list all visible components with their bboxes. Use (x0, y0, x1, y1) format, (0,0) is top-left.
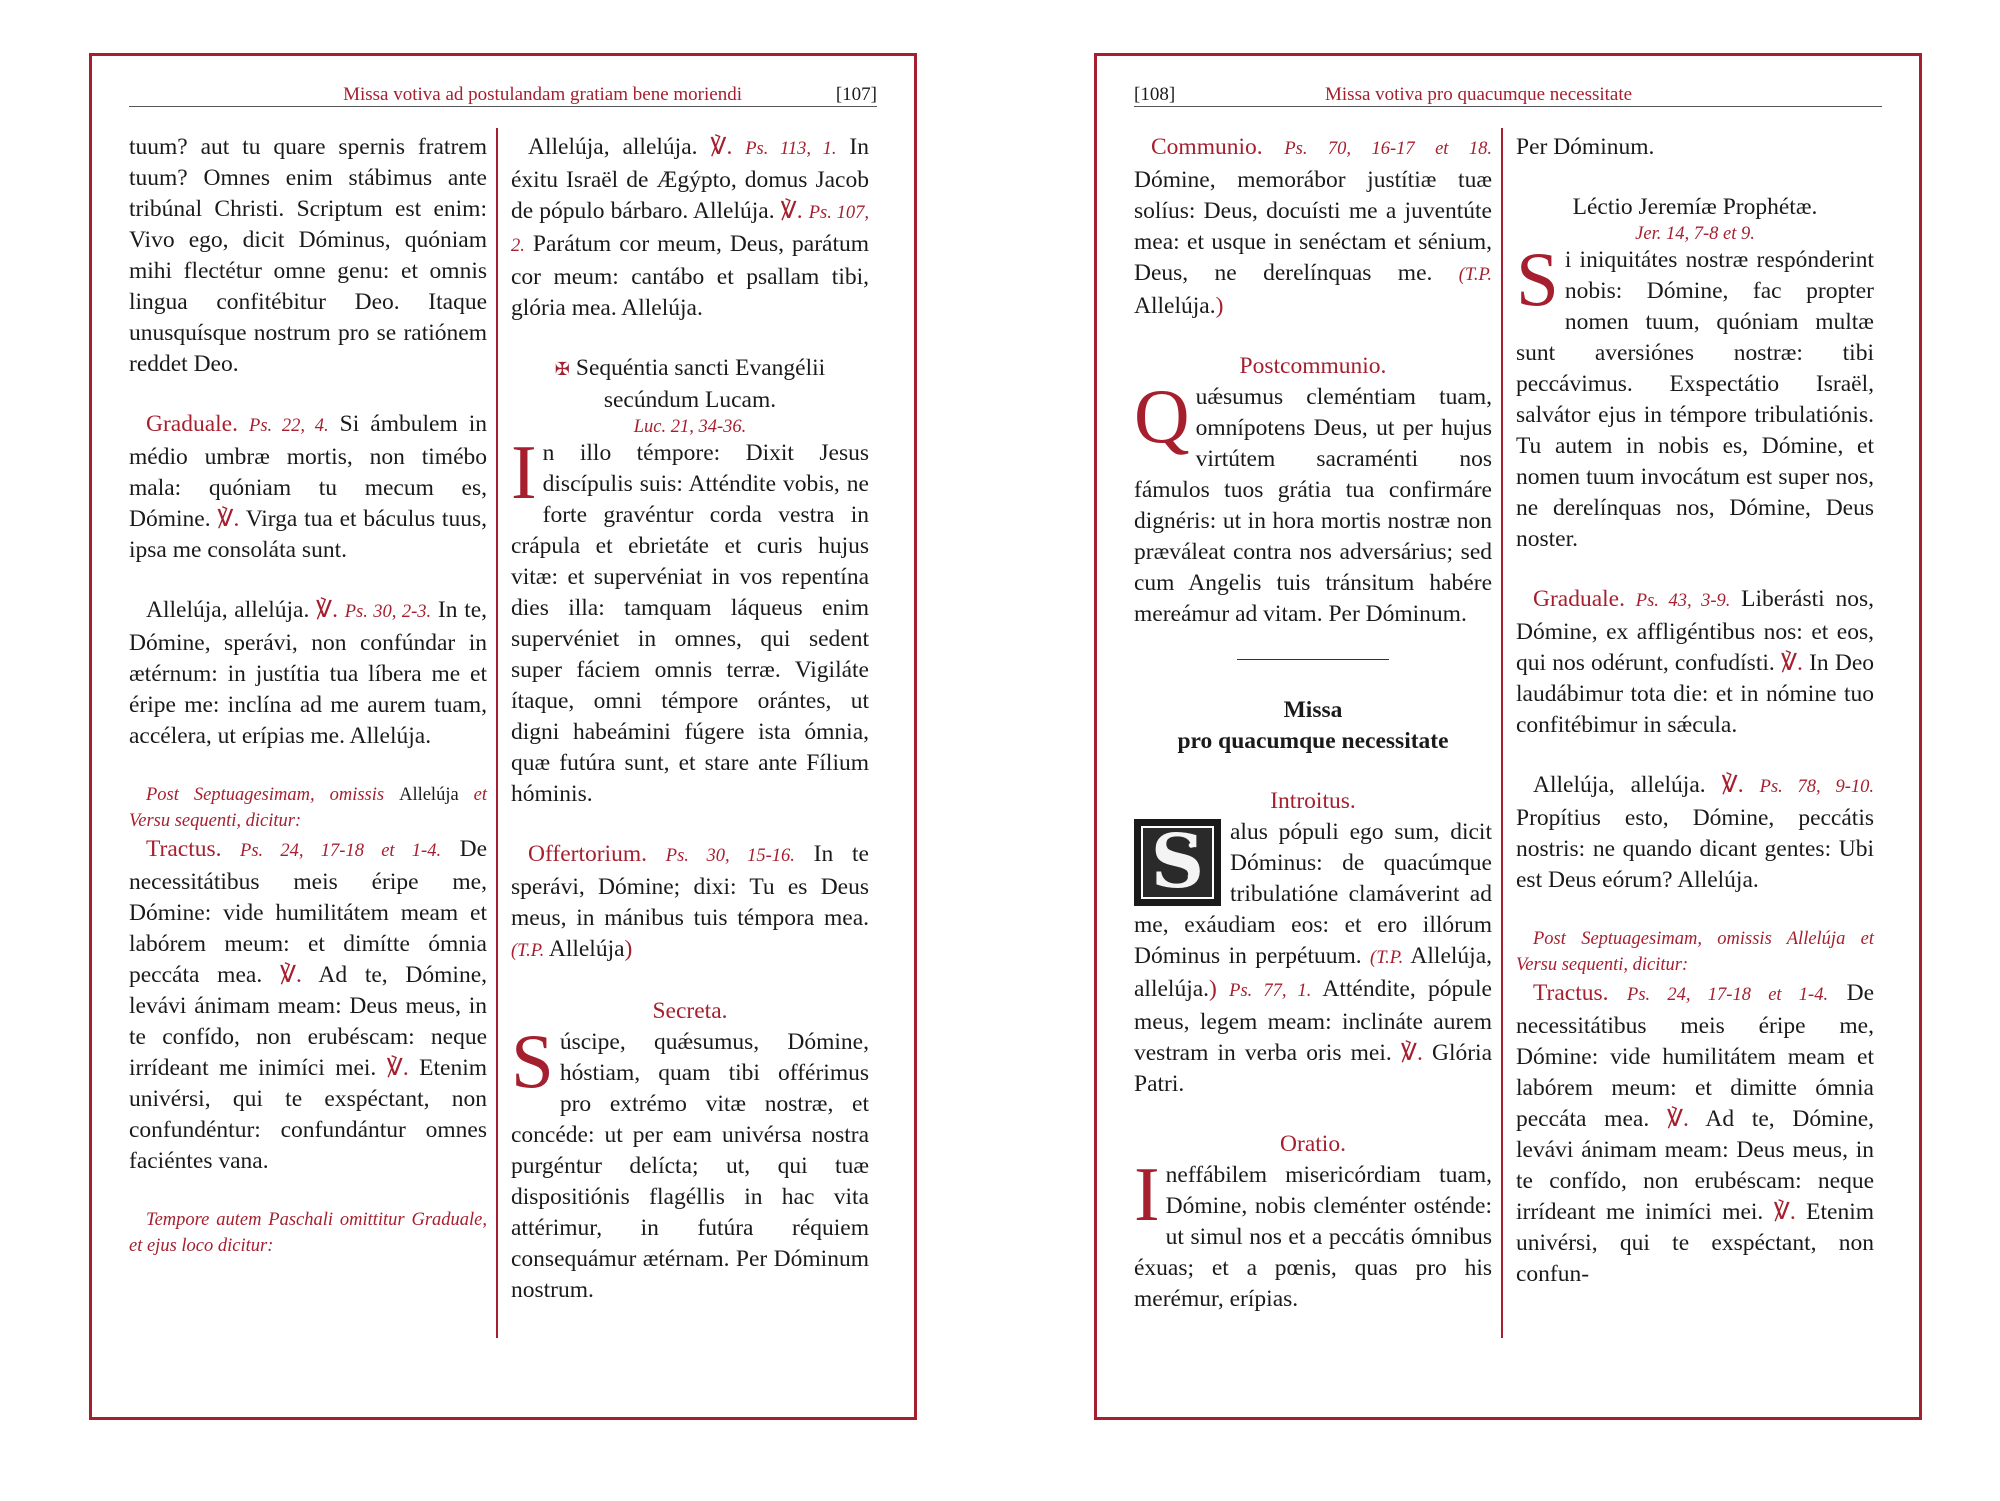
cross-icon: ✠ (554, 359, 570, 379)
introitus-reference: Ps. 77, 1. (1229, 981, 1312, 1001)
graduale-section: Graduale. Ps. 43, 3-9. Liberásti nos, Dómine, ex affligéntibus nos: et eos, qui nos odérunt, confudísti. ℣. In Deo laudábimur tota die: et in nómine tuo confitébimur in sǽcula. (1516, 586, 1875, 738)
left-page (89, 53, 917, 1420)
left-page-title: Missa votiva ad postulandam gratiam bene moriendi (343, 84, 742, 105)
gospel-section (511, 353, 869, 810)
alleluia-reference-2: Ps. 107, 2. (511, 203, 870, 256)
left-page-header (129, 70, 877, 107)
versicle-icon: ℣. (1400, 1040, 1423, 1066)
versicle-icon: ℣. (316, 597, 338, 623)
postcommunio-section: Postcommunio. Q uǽsumus cleméntiam tuam, omnípotens Deus, ut per hujus virtútem sacraménti nos fámulos tuos grátia tua confirmáre dignéris: ut in hora mortis nostræ non præváleat contra nos adversárius; sed cum Angelis tuis tránsitum habére mereámur ad vitam. Per Dóminum. (1134, 353, 1492, 627)
alleluia-section (129, 595, 487, 752)
graduale-text: Si ámbulem in médio umbræ mortis, non timébo mala: quóniam tu mecum es, Dómine. (129, 411, 488, 532)
oratio-conclusion: Per Dóminum. (1516, 134, 1655, 160)
lectio-citation: Jer. 14, 7-8 et 9. (1635, 224, 1755, 244)
versicle-icon: ℣. (217, 506, 240, 532)
postcommunio-heading: Postcommunio. (1239, 353, 1387, 379)
communio-section: Communio. Ps. 70, 16-17 et 18. Dómine, memorábor justítiæ tuæ solíus: Deus, docuísti me a juventúte mea: et usque in senéctam et sénium, Deus, ne derelínquas me. (T.P. Allelúja.) (1134, 134, 1493, 319)
lectio-title: Léctio Jeremíæ Prophétæ. (1572, 194, 1818, 220)
graduale-heading: Graduale. (146, 411, 238, 437)
gospel-title: ✠ Sequéntia sancti Evangélii secúndum Lucam. (554, 355, 826, 413)
versicle-icon: ℣. (710, 134, 733, 160)
drop-cap: I (511, 429, 537, 515)
column-divider (496, 128, 498, 1338)
left-column-2 (511, 132, 869, 1306)
graduale-reference: Ps. 22, 4. (249, 416, 329, 436)
alleluia-reference-1: Ps. 113, 1. (745, 139, 837, 159)
versicle-icon: ℣. (279, 962, 302, 988)
tractus-verse-2: Etenim univérsi, qui te exspéctant, non confundéntur: confundántur omnes faciéntes vana. (129, 1055, 488, 1174)
graduale-section (129, 409, 487, 566)
versicle-icon: ℣. (1721, 772, 1744, 798)
rubric-septuagesima: Post Septuagesimam, omissis Allelúja et Versu sequenti, dicitur: (129, 785, 488, 831)
rubric-septuagesima: Post Septuagesimam, omissis Allelúja et Versu sequenti, dicitur: (1516, 929, 1874, 975)
drop-cap: I (1134, 1151, 1160, 1237)
communio-reference: Ps. 70, 16-17 et 18. (1284, 139, 1493, 159)
drop-cap: S (511, 1018, 554, 1104)
tractus-reference: Ps. 24, 17-18 et 1-4. (240, 841, 442, 861)
rubric-paschal: Tempore autem Paschali omittitur Graduale, et ejus loco dicitur: (129, 1210, 487, 1256)
versicle-icon: ℣. (780, 198, 803, 224)
versicle-icon: ℣. (1666, 1106, 1689, 1132)
ornate-initial-icon: S (1134, 819, 1221, 906)
tractus-section (129, 834, 487, 1177)
right-column-1 (1134, 132, 1492, 1315)
gospel-body: I n illo témpore: Dixit Jesus discípulis suis: Atténdite vobis, ne forte gravéntur corda vestra in crápula et ebrietáte et curis hujus vitæ: et supervéniat in vos repentína dies illa: tamquam láqueus enim supervéniet in omnes, qui sedent super fáciem omnis terræ. Vigiláte ítaque, omni témpore orántes, ut digni habeámini fúgere ista ómnia, quæ futúra sunt, et stare ante Fílium hóminis. (511, 429, 869, 807)
introitus-heading: Introitus. (1270, 788, 1356, 814)
secreta-heading: Secreta. (652, 998, 728, 1024)
tractus-heading: Tractus. (1533, 980, 1609, 1006)
graduale-reference: Ps. 43, 3-9. (1635, 591, 1731, 611)
offertorium-section: Offertorium. Ps. 30, 15-16. In te sperávi, Dómine; dixi: Tu es Deus meus, in mánibus tuis témpora mea. (T.P. Allelúja) (511, 841, 869, 962)
tractus-reference: Ps. 24, 17-18 et 1-4. (1627, 985, 1829, 1005)
tractus-heading: Tractus. (146, 836, 222, 862)
gospel-citation: Luc. 21, 34-36. (633, 417, 747, 437)
versicle-icon: ℣. (386, 1055, 409, 1081)
alleluia-reference: Ps. 78, 9-10. (1759, 777, 1874, 797)
alleluia-verse: In te, Dómine, sperávi, non confúndar in ætérnum: in justítia tua líbera me et éripe me: inclína ad me aurem tuam, accélera, ut erípias me. Allelúja. (129, 597, 488, 749)
tractus-verse-1: Ad te, Dómine, levávi ánimam meam: Deus meus, in te confído, non erubéscam: neque irrídeant me inimíci mei. (129, 962, 487, 1081)
communio-heading: Communio. (1151, 134, 1263, 160)
graduale-heading: Graduale. (1533, 586, 1625, 612)
drop-cap: Q (1134, 373, 1190, 459)
introitus-section: Introitus. S alus pópuli ego sum, dicit Dóminus: de quacúmque tribulatióne clamáverint ad me, exáudiam eos: et ero illórum Dóminus in perpétuum. (T.P. Allelúja, allelúja.) Ps. 77, 1. Atténdite, pópule meus, legem meam: inclináte aurem vestram in verba oris mei. ℣. Glória Patri. (1134, 788, 1493, 1097)
alleluia-reference: Ps. 30, 2-3. (344, 602, 432, 622)
versicle-icon: ℣. (1780, 650, 1803, 676)
versicle-icon: ℣. (1773, 1199, 1796, 1225)
left-page-number: [107] (835, 84, 877, 105)
lectio-section: Léctio Jeremíæ Prophétæ. Jer. 14, 7-8 et 9. S i iniquitátes nostræ respónderint nobis: Dómine, fac propter nomen tuum, quóniam multæ sunt aversiónes nostræ: tibi peccávimus. Exspectátio Israël, salvátor ejus in témpore tribulatiónis. Tu autem in nobis es, Dómine, et nomen tuum invocátum est super nos, ne derelínquas nos, Dómine, Deus noster. (1516, 194, 1874, 552)
right-page-number: [108] (1134, 84, 1176, 105)
drop-cap: S (1516, 236, 1559, 322)
alleluia-section: Allelúja, allelúja. ℣. Ps. 78, 9-10. Propítius esto, Dómine, peccátis nostris: ne quando dicant gentes: Ubi est Deus eórum? Allelúja. (1516, 772, 1874, 893)
graduale-verse: Virga tua et báculus tuus, ipsa me consoláta sunt. (129, 506, 487, 563)
section-rule (1237, 659, 1389, 660)
right-column-2 (1516, 132, 1874, 1290)
right-page-title: Missa votiva pro quacumque necessitate (1325, 84, 1633, 105)
secreta-section: Secreta. S úscipe, quǽsumus, Dómine, hóstiam, quam tibi offérimus pro extrémo vitæ nostræ, et concéde: ut per eam univérsa nostra purgéntur delícta; ut, qui tuæ dispositiónis flagéllis in hac vita attérimur, in futúra réquiem consequámur ætérnam. Per Dóminum nostrum. (511, 998, 869, 1303)
left-column-1 (129, 132, 487, 1259)
right-page (1094, 53, 1922, 1420)
offertorium-heading: Offertorium. (528, 841, 647, 867)
epistle-continuation: tuum? aut tu quare spernis fratrem tuum? Omnes enim stábimus ante tribúnal Christi. Scriptum est enim: Vivo ego, dicit Dóminus, quóniam mihi flectétur omne genu: et omnis lingua confitébitur Deo. Itaque unusquísque nostrum pro se ratiónem reddet Deo. (129, 134, 487, 377)
alleluia-paschal-section: Allelúja, allelúja. ℣. Ps. 113, 1. In éxitu Israël de Ægýpto, domus Jacob de pópulo bárbaro. Allelúja. ℣. Ps. 107, 2. Parátum cor meum, Deus, parátum cor meum: cantábo et psallam tibi, glória mea. Allelúja. (511, 134, 870, 321)
right-page-header (1134, 70, 1882, 107)
tractus-text: De necessitátibus meis éripe me, Dómine: vide humilitátem meam et labórem meum: et dimítte ómnia peccáta mea. (129, 836, 488, 988)
oratio-heading: Oratio. (1280, 1131, 1346, 1157)
oratio-section: Oratio. I neffábilem misericórdiam tuam, Dómine, nobis cleménter osténde: ut simul nos et a peccátis ómnibus éxuas; et a pœnis, quas pro his merémur, erípias. (1134, 1131, 1492, 1312)
tractus-section: Tractus. Ps. 24, 17-18 et 1-4. De necessitátibus meis éripe me, Dómine: vide humilitátem meam et labórem meum: et dimitte ómnia peccáta mea. ℣. Ad te, Dómine, levávi ánimam meam: Deus meus, in te confído, non erubéscam: neque irrídeant me inimíci mei. ℣. Etenim univérsi, qui te exspéctant, non confun- (1516, 980, 1875, 1287)
column-divider (1501, 128, 1503, 1338)
offertorium-reference: Ps. 30, 15-16. (665, 846, 795, 866)
missa-title: Missa pro quacumque necessitate (1177, 697, 1449, 754)
alleluia-text: Allelúja, allelúja. (146, 597, 310, 623)
